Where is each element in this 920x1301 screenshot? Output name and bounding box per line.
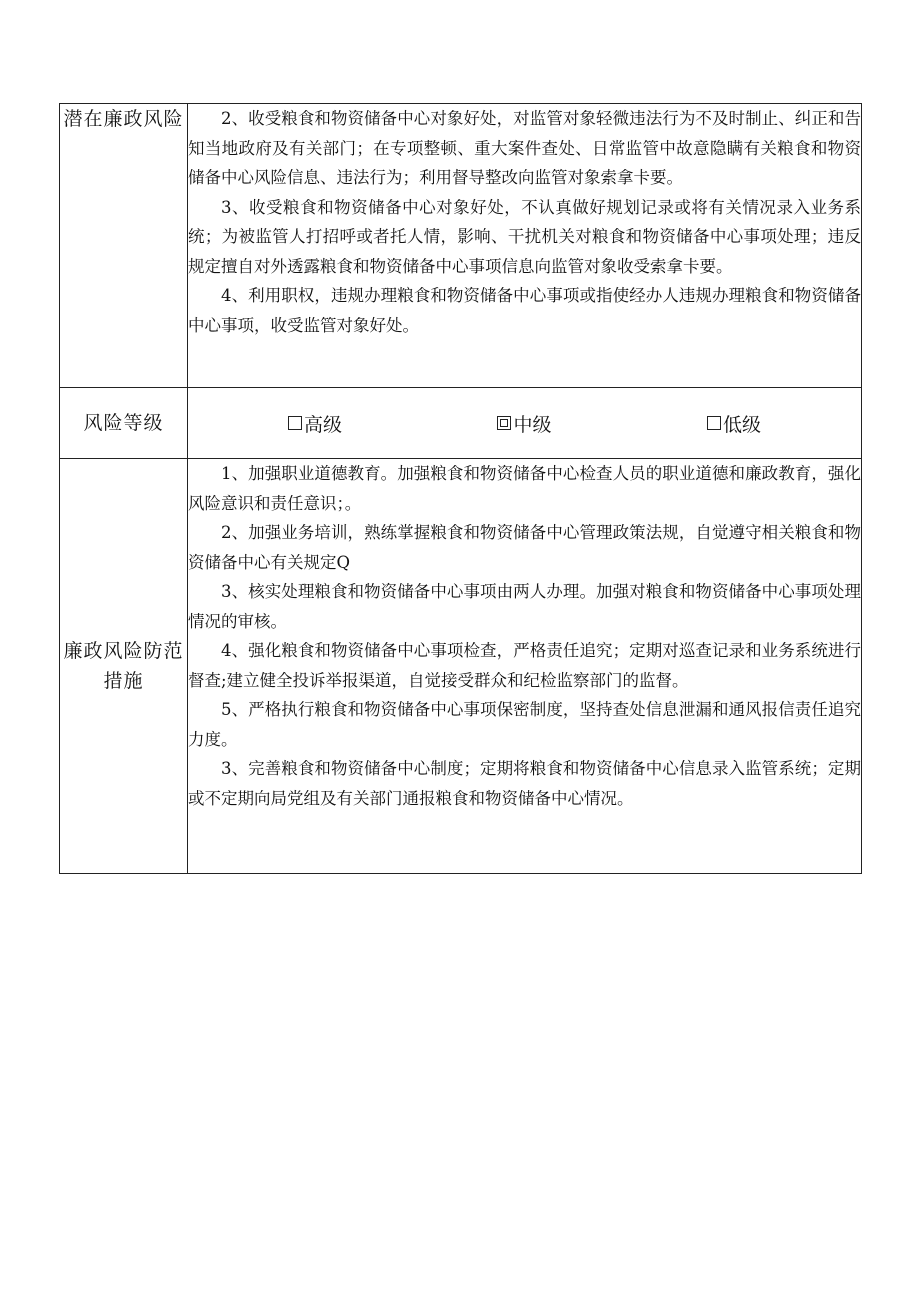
level-label: 风险等级: [83, 412, 164, 434]
risk-paragraph: 4、利用职权，违规办理粮食和物资储备中心事项或指使经办人违规办理粮食和物资储备中心事项，收受监管对象好处。: [188, 286, 861, 335]
measures-paragraph: 5、严格执行粮食和物资储备中心事项保密制度，坚持查处信息泄漏和通风报信责任追究力度。: [188, 700, 861, 749]
level-options: [188, 390, 861, 456]
level-option-label: 低级: [722, 413, 761, 436]
risk-label-cell: [60, 104, 188, 388]
checkbox-icon[interactable]: [288, 416, 302, 430]
level-option-low[interactable]: [707, 410, 761, 437]
level-options-cell: [188, 388, 862, 459]
risk-content-cell: [188, 104, 862, 388]
checked-box-icon[interactable]: [497, 416, 511, 430]
level-option-medium[interactable]: [497, 410, 551, 437]
measures-label: 廉政风险防范措施: [63, 640, 184, 692]
measures-paragraph: 3、完善粮食和物资储备中心制度；定期将粮食和物资储备中心信息录入监管系统；定期或不定期向局党组及有关部门通报粮食和物资储备中心情况。: [188, 759, 861, 808]
measures-paragraph: 4、强化粮食和物资储备中心事项检查，严格责任追究；定期对巡查记录和业务系统进行督查;建立健全投诉举报渠道，自觉接受群众和纪检监察部门的监督。: [188, 641, 861, 690]
risk-paragraph: 2、收受粮食和物资储备中心对象好处，对监管对象轻微违法行为不及时制止、纠正和告知当地政府及有关部门；在专项整顿、重大案件查处、日常监管中故意隐瞒有关粮食和物资储备中心风险信息、违法行为；利用督导整改向监管对象索拿卡要。: [188, 109, 861, 187]
level-option-high[interactable]: [288, 410, 342, 437]
measures-content-cell: [188, 459, 862, 874]
measures-paragraph: 3、核实处理粮食和物资储备中心事项由两人办理。加强对粮食和物资储备中心事项处理情况的审核。: [188, 582, 861, 631]
risk-row: [60, 104, 862, 388]
measures-row: [60, 459, 862, 874]
risk-table: [59, 103, 862, 874]
risk-paragraph: 3、收受粮食和物资储备中心对象好处，不认真做好规划记录或将有关情况录入业务系统；为被监管人打招呼或者托人情，影响、干扰机关对粮食和物资储备中心事项处理；违反规定擅自对外透露粮食和物资储备中心事项信息向监管对象收受索拿卡要。: [188, 197, 861, 276]
level-option-label: 高级: [304, 413, 343, 436]
measures-paragraph: 2、加强业务培训，熟练掌握粮食和物资储备中心管理政策法规，自觉遵守相关粮食和物资储备中心有关规定Q: [188, 523, 861, 572]
risk-label: 潜在廉政风险: [63, 108, 184, 130]
measures-paragraph: 1、加强职业道德教育。加强粮食和物资储备中心检查人员的职业道德和廉政教育，强化风险意识和责任意识；。: [188, 464, 861, 513]
checkbox-icon[interactable]: [707, 416, 721, 430]
level-option-label: 中级: [513, 413, 552, 436]
measures-label-cell: [60, 459, 188, 874]
level-row: [60, 388, 862, 459]
level-label-cell: [60, 388, 188, 459]
